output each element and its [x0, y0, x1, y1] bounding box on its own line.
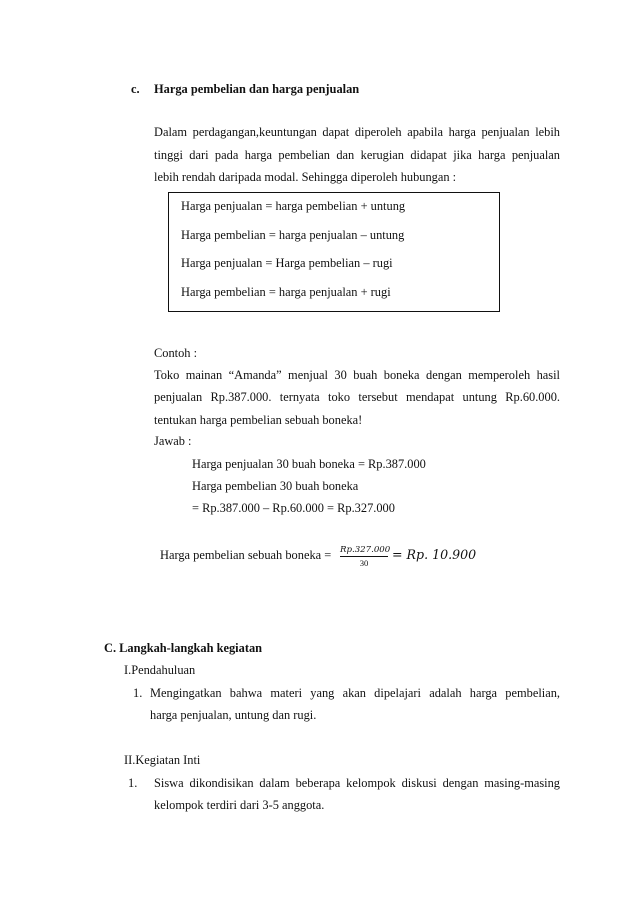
fraction [340, 545, 391, 568]
formula-line: Harga pembelian = harga penjualan – untung [181, 228, 405, 242]
list-item-line: Mengingatkan bahwa materi yang akan dipelajari adalah harga pembelian, [150, 686, 560, 700]
final-result: = Rp. 10.900 [392, 547, 477, 562]
formula-line: Harga pembelian = harga penjualan + rugi [181, 285, 391, 299]
list-item-line: kelompok terdiri dari 3-5 anggota. [154, 798, 325, 812]
paragraph-line: Dalam perdagangan,keuntungan dapat diperoleh apabila harga penjualan lebih [154, 125, 560, 139]
example-line: tentukan harga pembelian sebuah boneka! [154, 413, 363, 427]
list-number: 1. [133, 686, 143, 700]
paragraph-line: lebih rendah daripada modal. Sehingga diperoleh hubungan : [154, 170, 457, 184]
formula-line: Harga penjualan = Harga pembelian – rugi [181, 256, 393, 270]
part-title: II.Kegiatan Inti [124, 753, 201, 767]
list-item-line: harga penjualan, untung dan rugi. [150, 708, 317, 722]
example-line: Toko mainan “Amanda” menjual 30 buah boneka dengan memperoleh hasil [154, 368, 560, 382]
example-line: penjualan Rp.387.000. ternyata toko tersebut mendapat untung Rp.60.000. [154, 390, 560, 404]
subsection-marker: c. [131, 82, 140, 96]
paragraph-line: tinggi dari pada harga pembelian dan kerugian didapat jika harga penjualan [154, 148, 560, 162]
fraction-denominator: 30 [359, 558, 369, 568]
list-item-line: Siswa dikondisikan dalam beberapa kelompok diskusi dengan masing-masing [154, 776, 560, 790]
formula-line: Harga penjualan = harga pembelian + untung [181, 199, 406, 213]
answer-line: = Rp.387.000 – Rp.60.000 = Rp.327.000 [192, 501, 395, 515]
fraction-bar [340, 556, 388, 557]
subsection-title: Harga pembelian dan harga penjualan [154, 82, 360, 96]
part-title: I.Pendahuluan [124, 663, 196, 677]
final-equation-prefix: Harga pembelian sebuah boneka = [160, 548, 332, 562]
answer-line: Harga penjualan 30 buah boneka = Rp.387.000 [192, 457, 426, 471]
answer-label: Jawab : [154, 434, 192, 448]
fraction-numerator: Rp.327.000 [340, 545, 391, 555]
list-number: 1. [128, 776, 138, 790]
section-title: C. Langkah-langkah kegiatan [104, 641, 263, 655]
answer-line: Harga pembelian 30 buah boneka [192, 479, 359, 493]
example-label: Contoh : [154, 346, 198, 360]
